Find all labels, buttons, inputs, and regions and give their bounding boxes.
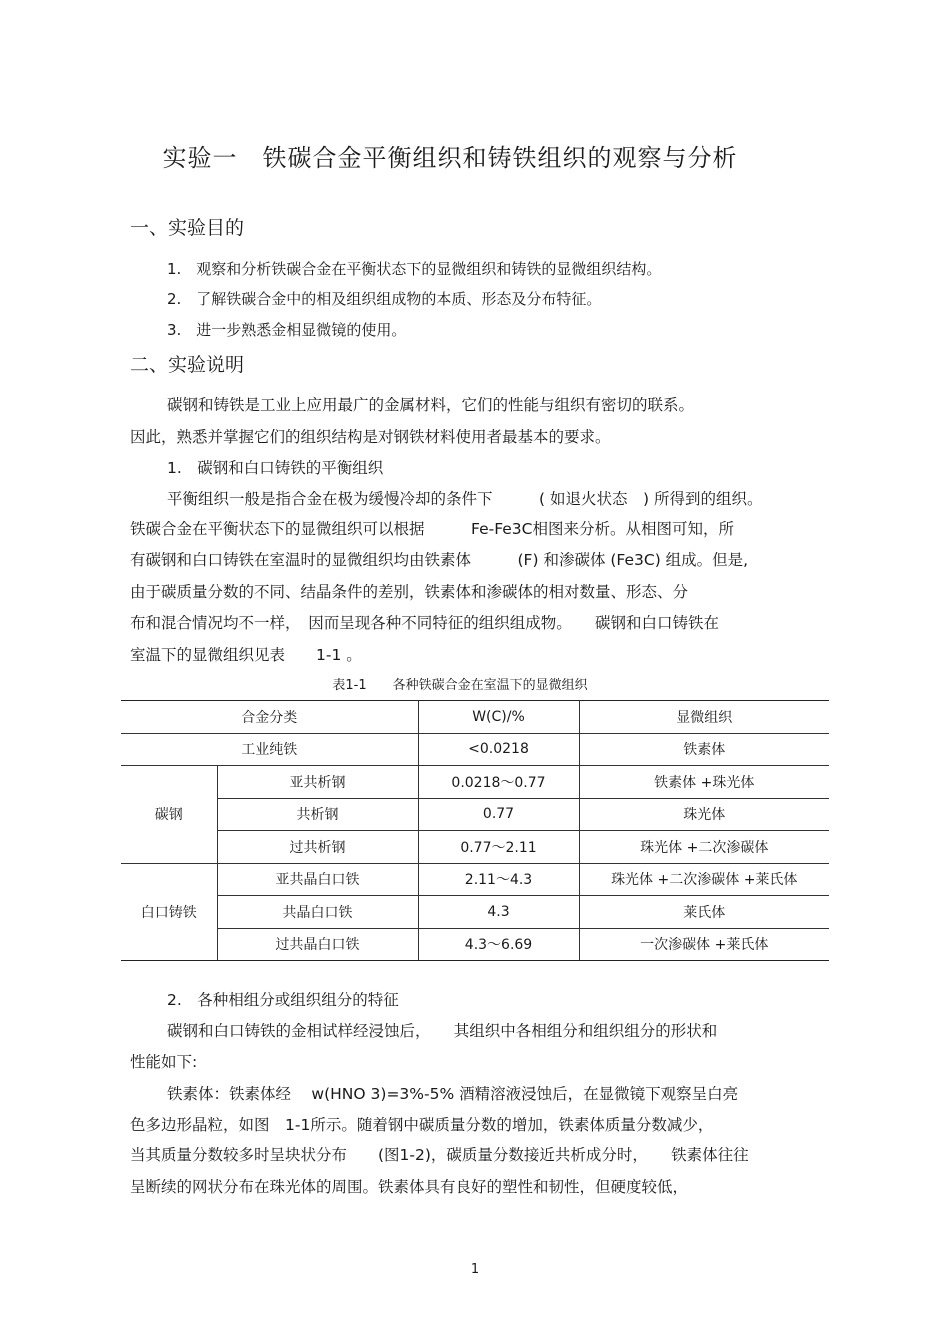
table-cell: 铁素体 +珠光体 (579, 766, 829, 799)
group-cell-white-cast-iron: 白口铸铁 (121, 863, 217, 961)
paragraph-line: 碳钢和白口铸铁的金相试样经浸蚀后， 其组织中各相组分和组织组分的形状和 (167, 1022, 718, 1040)
table-cell: 0.77 (418, 798, 579, 831)
table-row (121, 766, 829, 799)
paragraph-line: 布和混合情况均不一样， 因而呈现各种不同特征的组织组成物。 碳钢和白口铸铁在 (130, 614, 720, 632)
table-caption: 表1-1 各种铁碳合金在室温下的显微组织 (332, 678, 588, 693)
table-cell: 0.77～2.11 (418, 831, 579, 864)
header-cell: 合金分类 (121, 701, 418, 734)
paragraph-line: 铁素体：铁素体经 w(HNO 3)=3%-5% 酒精溶液浸蚀后，在显微镜下观察呈白亮 (167, 1085, 739, 1103)
table-row (121, 896, 829, 929)
table-cell: 一次渗碳体 +莱氏体 (579, 928, 829, 961)
subsection-heading: 1. 碳钢和白口铸铁的平衡组织 (167, 459, 384, 477)
list-item: 1. 观察和分析铁碳合金在平衡状态下的显微组织和铸铁的显微组织结构。 (167, 260, 662, 278)
table-header-row (121, 701, 829, 734)
table-cell: 珠光体 +二次渗碳体 +莱氏体 (579, 863, 829, 896)
table-cell: 共析钢 (217, 798, 418, 831)
table-cell: 共晶白口铁 (217, 896, 418, 929)
paragraph-line: 呈断续的网状分布在珠光体的周围。铁素体具有良好的塑性和韧性，但硬度较低， (130, 1178, 689, 1196)
paragraph-line: 室温下的显微组织见表 1-1 。 (130, 646, 362, 664)
list-item: 3. 进一步熟悉金相显微镜的使用。 (167, 321, 407, 339)
page-number: 1 (470, 1262, 480, 1277)
paragraph-line: 铁碳合金在平衡状态下的显微组织可以根据 Fe-Fe3C相图来分析。从相图可知，所 (130, 520, 734, 538)
table-cell: 过共晶白口铁 (217, 928, 418, 961)
table-row (121, 863, 829, 896)
table-cell: 亚共晶白口铁 (217, 863, 418, 896)
header-cell: W(C)/% (418, 701, 579, 734)
table-cell: 珠光体 +二次渗碳体 (579, 831, 829, 864)
table-row (121, 831, 829, 864)
microstructure-table (121, 700, 829, 961)
table-cell: 莱氏体 (579, 896, 829, 929)
table-cell: 2.11～4.3 (418, 863, 579, 896)
subsection-heading: 2. 各种相组分或组织组分的特征 (167, 991, 399, 1009)
group-cell-carbon-steel: 碳钢 (121, 766, 217, 864)
table-row (121, 733, 829, 766)
paragraph-line: 色多边形晶粒，如图 1-1所示。随着钢中碳质量分数的增加，铁素体质量分数减少， (130, 1116, 714, 1134)
paragraph-line: 碳钢和铸铁是工业上应用最广的金属材料，它们的性能与组织有密切的联系。 (167, 396, 695, 414)
table-cell: 工业纯铁 (121, 733, 418, 766)
list-item: 2. 了解铁碳合金中的相及组织组成物的本质、形态及分布特征。 (167, 290, 602, 308)
section-heading-description: 二、实验说明 (130, 354, 245, 376)
paragraph-line: 当其质量分数较多时呈块状分布 (图1-2)，碳质量分数接近共析成分时， 铁素体往往 (130, 1146, 749, 1164)
paragraph-line: 因此，熟悉并掌握它们的组织结构是对钢铁材料使用者最基本的要求。 (130, 428, 611, 446)
section-heading-purpose: 一、实验目的 (130, 217, 245, 239)
paragraph-line: 性能如下: (130, 1053, 198, 1071)
paragraph-line: 有碳钢和白口铸铁在室温时的显微组织均由铁素体 (F) 和渗碳体 (Fe3C) 组成。但是, (130, 551, 749, 569)
table-cell: 4.3 (418, 896, 579, 929)
paragraph-line: 平衡组织一般是指合金在极为缓慢冷却的条件下 ( 如退火状态 ) 所得到的组织。 (167, 490, 763, 508)
table-cell: <0.0218 (418, 733, 579, 766)
table-row (121, 798, 829, 831)
page-title: 实验一 铁碳合金平衡组织和铸铁组织的观察与分析 (162, 144, 738, 172)
table-cell: 亚共析钢 (217, 766, 418, 799)
paragraph-line: 由于碳质量分数的不同、结晶条件的差别，铁素体和渗碳体的相对数量、形态、分 (130, 583, 689, 601)
table-cell: 珠光体 (579, 798, 829, 831)
table-cell: 铁素体 (579, 733, 829, 766)
table-cell: 4.3～6.69 (418, 928, 579, 961)
table-cell: 0.0218～0.77 (418, 766, 579, 799)
header-cell: 显微组织 (579, 701, 829, 734)
table-row (121, 928, 829, 961)
table-cell: 过共析钢 (217, 831, 418, 864)
